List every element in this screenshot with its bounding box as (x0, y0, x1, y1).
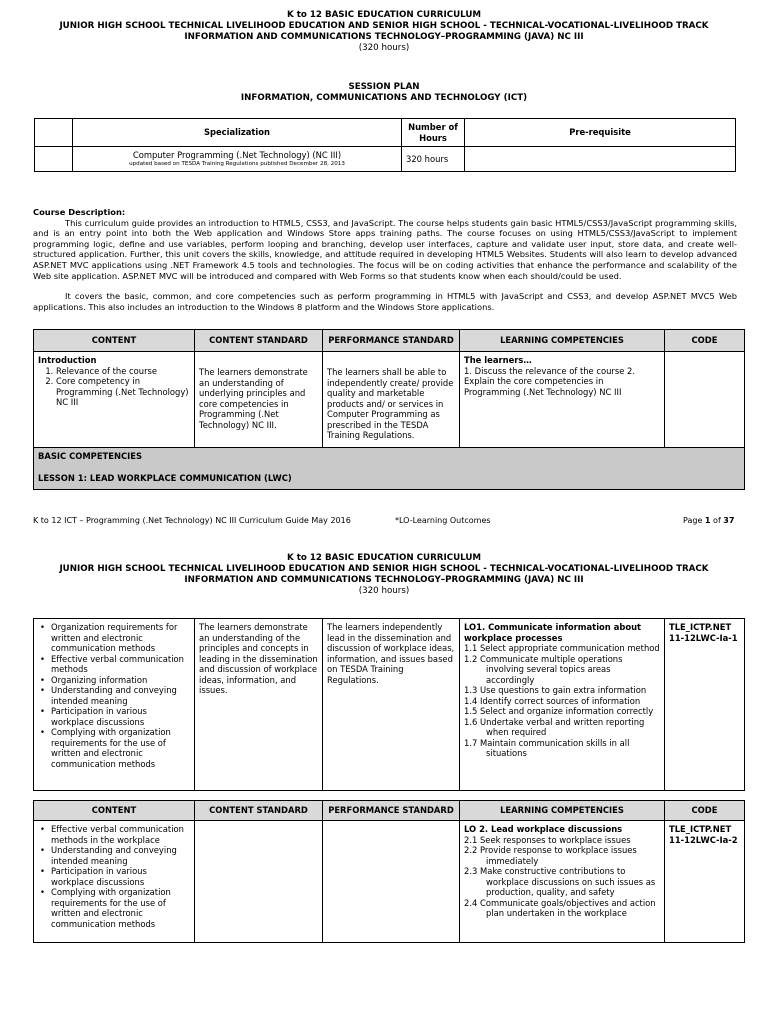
session-title: SESSION PLAN (348, 82, 420, 92)
session-subtitle: INFORMATION, COMMUNICATIONS AND TECHNOLOGY (ICT) (240, 93, 528, 103)
list-item: 2.1 Seek responses to workplace issues (464, 834, 631, 845)
list-item: 2.3 Make constructive contributions to workplace discussions on such issues as production, quality, and safety (464, 866, 656, 897)
list-item: 2.4 Communicate goals/objectives and action plan undertaken in the workplace (464, 897, 656, 918)
specialization-table (34, 118, 736, 172)
lo2-code: TLE_ICTP.NET 11-12LWC-Ia-2 (665, 821, 745, 943)
hours-header: Number of Hours (402, 119, 465, 147)
list-item: • Complying with organization requirements for the use of written and electronic communication methods (38, 727, 190, 769)
col-performance-standard: PERFORMANCE STANDARD (323, 330, 460, 352)
list-item: • Participation in various workplace discussions (38, 706, 190, 727)
col-content-standard: CONTENT STANDARD (195, 330, 323, 352)
hours-line: (320 hours) (358, 586, 410, 596)
lo1-code: TLE_ICTP.NET 11-12LWC-Ia-1 (665, 619, 745, 791)
table-row (34, 821, 745, 943)
lo1-competencies (460, 619, 665, 791)
page-total: 37 (723, 516, 735, 525)
spec-blank-header (35, 119, 73, 147)
course-description: Course Description: This curriculum guide provides an introduction to HTML5, CSS3, and JavaScript. The course helps students gain basic HTML5/CSS3/JavaScript programming skills, and is an entry point into both the Web application and Windows Store apps training paths. The course focuses on using HTML5/CSS3/JavaScript to implement programming logic, define and use variables, perform looping and branching, develop user interfaces, capture and validate user input, store data, and create well-structured application. Further, this unit covers the skills, knowledge, and attitude required in developing HTML5 Websites. Students will also learn to develop advanced ASP.NET MVC applications using .NET Framework 4.5 tools and technologies. The focus will be on coding activities that enhance the performance and scalability of the Web site application. ASP.NET MVC will be introduced and compared with Web Forms so that students know when each should/could be used. It covers the basic, common, and core competencies such as perform programming in HTML5 with JavaScript and CSS3, and develop ASP.NET MVC5 Web applications. This also includes an introduction to the Windows 8 platform and the Windows Store applications. (33, 207, 737, 312)
hours-value: 320 hours (402, 147, 465, 172)
curriculum-title: K to 12 BASIC EDUCATION CURRICULUM (286, 553, 482, 563)
col-code: CODE (665, 330, 745, 352)
course-description-p2: It covers the basic, common, and core competencies such as perform programming in HTML5 with JavaScript and CSS3, and develop ASP.NET MVC5 Web applications. This also includes an introduction to the Windows 8 platform and the Windows Store applications. (33, 291, 737, 312)
school-line: JUNIOR HIGH SCHOOL TECHNICAL LIVELIHOOD EDUCATION AND SENIOR HIGH SCHOOL - TECHNICAL-VOCATIONAL-LIVELIHOOD TRACK (59, 564, 709, 574)
list-item: 1.7 Maintain communication skills in all situations (464, 737, 630, 758)
intro-content (34, 352, 195, 448)
intro-competencies (460, 352, 665, 448)
intro-code (665, 352, 745, 448)
table-row (34, 352, 745, 448)
lo1-standard: The learners demonstrate an understanding of the principles and concepts in leading in the dissemination and discussion of workplace ideas, information, and issues. (195, 619, 323, 791)
footer-page: Page 1 of 37 (683, 516, 735, 525)
intro-performance: The learners shall be able to independently create/ provide quality and marketable products and/ or services in Computer Programming as prescribed in the TESDA Training Regulations. (323, 352, 460, 448)
lo1-heading: LO1. Communicate information about workplace processes (464, 622, 642, 643)
list-item: 1.1 Select appropriate communication method (464, 643, 660, 653)
table-row (34, 619, 745, 791)
course-description-p1: This curriculum guide provides an introduction to HTML5, CSS3, and JavaScript. The course helps students gain basic HTML5/CSS3/JavaScript programming skills, and is an entry point into both the Web application and Windows Store apps training paths. The course focuses on using HTML5/CSS3/JavaScript to implement programming logic, define and use variables, perform looping and branching, develop user interfaces, capture and validate user input, store data, and create well-structured application. Further, this unit covers the skills, knowledge, and attitude required in developing HTML5 Websites. Students will also learn to develop advanced ASP.NET MVC applications using .NET Framework 4.5 tools and technologies. The focus will be on coding activities that enhance the performance and scalability of the Web site application. ASP.NET MVC will be introduced and compared with Web Forms so that students know when each should/could be used. (33, 217, 737, 281)
program-line: INFORMATION AND COMMUNICATIONS TECHNOLOGY–PROGRAMMING (JAVA) NC III (184, 32, 584, 42)
list-item: 2.2 Provide response to workplace issues immediately (464, 845, 637, 866)
prereq-value (465, 147, 736, 172)
col-content: CONTENT (34, 801, 195, 821)
list-item: 1.4 Identify correct sources of information (464, 695, 641, 706)
list-item: 1.3 Use questions to gain extra information (464, 685, 647, 695)
course-description-label: Course Description (33, 207, 122, 217)
session-title-block (0, 82, 768, 104)
col-code: CODE (665, 801, 745, 821)
list-item: • Organizing information (38, 675, 190, 686)
lo2-competencies (460, 821, 665, 943)
lo1-content (34, 619, 195, 791)
intro-table (33, 329, 745, 490)
list-item: 1. Relevance of the course (56, 366, 190, 377)
col-content: CONTENT (34, 330, 195, 352)
prereq-header: Pre-requisite (465, 119, 736, 147)
list-item: 1. Discuss the relevance of the course 2. Explain the core competencies in Programming (.Net Technology) NC III (464, 365, 635, 397)
list-item: • Complying with organization requirements for the use of written and electronic communication methods (38, 887, 190, 929)
page-number: 1 (704, 516, 711, 525)
lo1-performance: The learners independently lead in the dissemination and discussion of workplace ideas, information, and issues based on TESDA Training Regulations. (323, 619, 460, 791)
lo2-table (33, 800, 745, 943)
list-item: • Participation in various workplace discussions (38, 866, 190, 887)
lo2-content (34, 821, 195, 943)
specialization-note: updated based on TESDA Training Regulations published December 28, 2013 (129, 160, 345, 167)
lo2-heading: LO 2. Lead workplace discussions (464, 824, 623, 834)
intro-standard: The learners demonstrate an understanding of underlying principles and core competencies in Programming (.Net Technology) NC III. (195, 352, 323, 448)
list-item: • Effective verbal communication methods (38, 654, 190, 675)
footer-lo-note: *LO-Learning Outcomes (395, 516, 491, 525)
page2-header (0, 553, 768, 597)
col-performance-standard: PERFORMANCE STANDARD (323, 801, 460, 821)
list-item: 1.2 Communicate multiple operations involving several topics areas accordingly (464, 653, 623, 685)
footer-guide: K to 12 ICT – Programming (.Net Technology) NC III Curriculum Guide May 2016 (33, 516, 351, 525)
program-line: INFORMATION AND COMMUNICATIONS TECHNOLOGY–PROGRAMMING (JAVA) NC III (184, 575, 584, 585)
list-item: • Organization requirements for written and electronic communication methods (38, 622, 190, 654)
list-item: 1.6 Undertake verbal and written reporting when required (464, 716, 645, 737)
lo1-table (33, 618, 745, 791)
col-learning-competencies: LEARNING COMPETENCIES (460, 801, 665, 821)
list-item: • Understanding and conveying intended meaning (38, 845, 190, 866)
spec-header: Specialization (73, 119, 402, 147)
curriculum-title: K to 12 BASIC EDUCATION CURRICULUM (286, 10, 482, 20)
basic-competencies-row: BASIC COMPETENCIES (34, 448, 745, 468)
spec-blank-cell (35, 147, 73, 172)
lo2-performance (323, 821, 460, 943)
list-item: • Effective verbal communication methods in the workplace (38, 824, 190, 845)
specialization-value: Computer Programming (.Net Technology) (NC III) (132, 150, 342, 160)
hours-line: (320 hours) (358, 43, 410, 53)
specialization-cell (73, 147, 402, 172)
col-learning-competencies: LEARNING COMPETENCIES (460, 330, 665, 352)
intro-lc-heading: The learners… (464, 355, 532, 365)
list-item: 2. Core competency in Programming (.Net Technology) NC III (56, 376, 190, 408)
page1-header (0, 10, 768, 54)
school-line: JUNIOR HIGH SCHOOL TECHNICAL LIVELIHOOD EDUCATION AND SENIOR HIGH SCHOOL - TECHNICAL-VOCATIONAL-LIVELIHOOD TRACK (59, 21, 709, 31)
list-item: 1.5 Select and organize information correctly (464, 706, 654, 716)
list-item: • Understanding and conveying intended meaning (38, 685, 190, 706)
col-content-standard: CONTENT STANDARD (195, 801, 323, 821)
lesson1-row: LESSON 1: LEAD WORKPLACE COMMUNICATION (LWC) (34, 468, 745, 490)
intro-heading: Introduction (38, 355, 97, 365)
lo2-standard (195, 821, 323, 943)
